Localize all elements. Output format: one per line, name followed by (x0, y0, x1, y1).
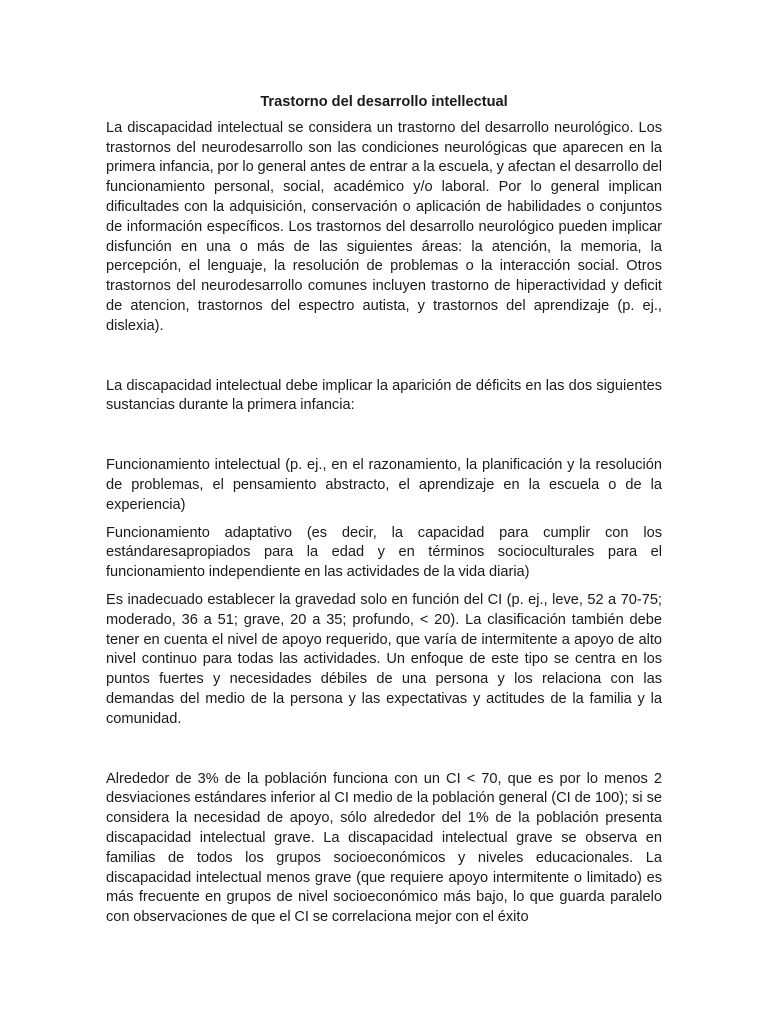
paragraph-prevalence: Alrededor de 3% de la población funciona con un CI < 70, que es por lo menos 2 desviaciones estándares inferior al CI medio de la población general (CI de 100); si se considera la necesidad de apoyo, sólo alrededor del 1% de la población presenta discapacidad intelectual grave. La discapacidad intelectual grave se observa en familias de todos los grupos socioeconómicos y niveles educacionales. La discapacidad intelectual menos grave (que requiere apoyo intermitente o limitado) es más frecuente en grupos de nivel socioeconómico más bajo, lo que guarda paralelo con observaciones de que el CI se correlaciona mejor con el éxito (106, 770, 662, 926)
document-body (106, 93, 662, 928)
paragraph-deficits: La discapacidad intelectual debe implicar la aparición de déficits en las dos siguientes sustancias durante la primera infancia: (106, 377, 662, 414)
document-title: Trastorno del desarrollo intellectual (260, 94, 508, 110)
paragraph-intellectual-functioning: Funcionamiento intelectual (p. ej., en el razonamiento, la planificación y la resolución de problemas, el pensamiento abstracto, el aprendizaje en la escuela o de la experiencia) (106, 457, 662, 513)
paragraph-intro: La discapacidad intelectual se considera un trastorno del desarrollo neurológico. Los trastornos del neurodesarrollo son las condiciones neurológicas que aparecen en la primera infancia, por lo general antes de entrar a la escuela, y afectan el desarrollo del funcionamiento personal, social, académico y/o laboral. Por lo general implican dificultades con la adquisición, conservación o aplicación de habilidades o conjuntos de información específicos. Los trastornos del desarrollo neurológico pueden implicar disfunción en una o más de las siguientes áreas: la atención, la memoria, la percepción, el lenguaje, la resolución de problemas o la interacción social. Otros trastornos del neurodesarrollo comunes incluyen trastorno de hiperactividad y deficit de atencion, trastornos del espectro autista, y trastornos del aprendizaje (p. ej., dislexia). (106, 119, 662, 334)
paragraph-severity: Es inadecuado establecer la gravedad solo en función del CI (p. ej., leve, 52 a 70-75; moderado, 36 a 51; grave, 20 a 35; profundo, < 20). La clasificación también debe tener en cuenta el nivel de apoyo requerido, que varía de intermitente a apoyo de alto nivel continuo para todas las actividades. Un enfoque de este tipo se centra en los puntos fuertes y necesidades débiles de una persona y los relaciona con las demandas del medio de la persona y las expectativas y actitudes de la familia y la comunidad. (106, 591, 662, 727)
paragraph-adaptive-functioning: Funcionamiento adaptativo (es decir, la capacidad para cumplir con los estándaresapropiados para la edad y en términos socioculturales para el funcionamiento independiente en las actividades de la vida diaria) (106, 524, 662, 581)
